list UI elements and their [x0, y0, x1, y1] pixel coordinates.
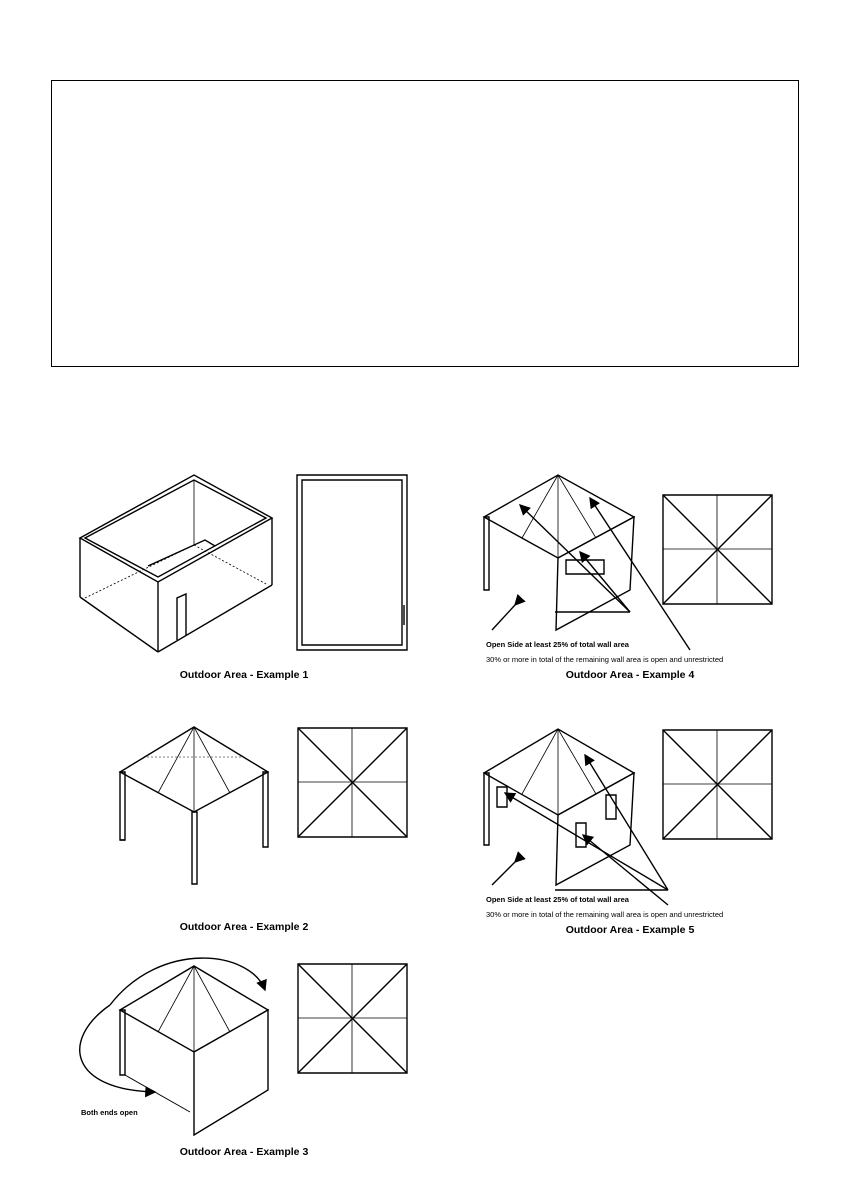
example-4-remaining-note: 30% or more in total of the remaining wall area is open and unrestricted: [486, 655, 724, 664]
example-2-drawing: [120, 727, 268, 884]
example-1-plan-view: [297, 475, 407, 650]
example-5-plan-view: [663, 730, 772, 839]
example-4-open-side-note: Open Side at least 25% of total wall area: [486, 640, 629, 649]
example-5-drawing: [484, 729, 668, 905]
example-2-caption: Outdoor Area - Example 2: [179, 921, 309, 933]
example-4-drawing: [484, 475, 690, 650]
example-2-plan-view: [298, 728, 407, 837]
example-5-caption: Outdoor Area - Example 5: [565, 924, 695, 936]
example-4-plan-view: [663, 495, 772, 604]
example-5-open-side-note: Open Side at least 25% of total wall area: [486, 895, 629, 904]
example-1-box-drawing: [80, 475, 272, 652]
example-3-caption: Outdoor Area - Example 3: [179, 1146, 309, 1158]
example-5-remaining-note: 30% or more in total of the remaining wall area is open and unrestricted: [486, 910, 724, 919]
example-3-note: Both ends open: [81, 1108, 138, 1117]
example-4-caption: Outdoor Area - Example 4: [565, 669, 695, 681]
example-3-plan-view: [298, 964, 407, 1073]
example-1-caption: Outdoor Area - Example 1: [179, 669, 309, 681]
